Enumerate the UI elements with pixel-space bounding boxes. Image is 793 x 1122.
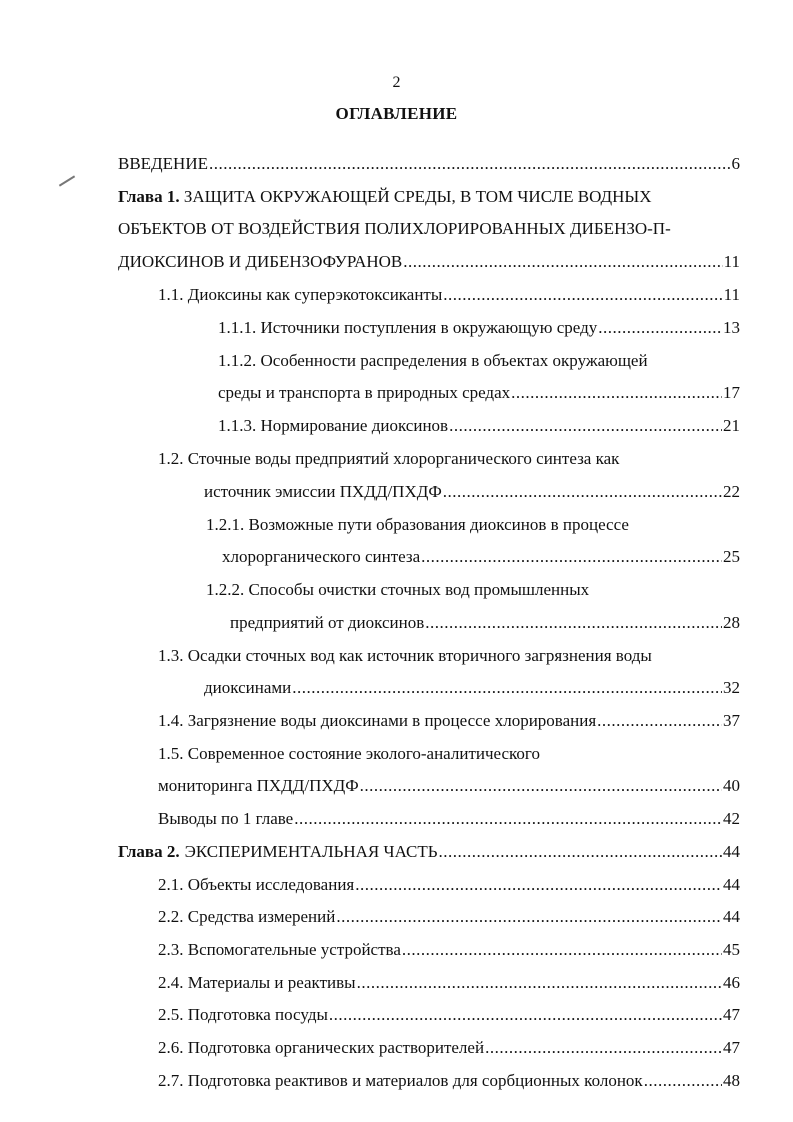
toc-entry-2-6[interactable]	[158, 1037, 740, 1059]
toc-entry-1-3-line1[interactable]: 1.3. Осадки сточных вод как источник вторичного загрязнения воды	[158, 646, 652, 665]
leader-dots	[443, 481, 722, 503]
toc-entry-1-2-2-line2[interactable]	[230, 612, 740, 634]
page-number: 2	[392, 74, 401, 91]
toc-entry-page: 44	[723, 907, 740, 926]
toc-entry-page: 40	[723, 776, 740, 795]
toc-entry-text: хлорорганического синтеза	[222, 547, 421, 566]
toc-entry-page: 22	[723, 482, 740, 501]
toc-entry-text: 2.6. Подготовка органических растворителей	[158, 1038, 485, 1057]
toc-entry-page: 42	[723, 809, 740, 828]
leader-dots	[292, 677, 722, 699]
toc-entry-page: 21	[723, 416, 740, 435]
toc-entry-1-1-3[interactable]	[218, 415, 740, 437]
toc-entry-page: 11	[723, 252, 740, 271]
toc-entry-2-7[interactable]	[158, 1070, 740, 1092]
toc-entry-2-4[interactable]	[158, 972, 740, 994]
leader-dots	[598, 317, 722, 339]
toc-entry-page: 32	[723, 678, 740, 697]
toc-entry-1-4[interactable]	[158, 710, 740, 732]
toc-entry-page: 44	[723, 842, 740, 861]
toc-entry-text: 1.1. Диоксины как суперэкотоксиканты	[158, 285, 443, 304]
leader-dots	[425, 612, 722, 634]
leader-dots	[443, 284, 722, 306]
toc-entry-1-2-1-line2[interactable]	[222, 546, 740, 568]
page-title: ОГЛАВЛЕНИЕ	[335, 104, 458, 123]
toc-entry-1-2-2-line1[interactable]: 1.2.2. Способы очистки сточных вод промышленных	[206, 580, 590, 599]
toc-entry-text: 2.7. Подготовка реактивов и материалов для сорбционных колонок	[158, 1071, 643, 1090]
toc-entry-text: среды и транспорта в природных средах	[218, 383, 511, 402]
toc-entry-text: ЗАЩИТА ОКРУЖАЮЩЕЙ СРЕДЫ, В ТОМ ЧИСЛЕ ВОДНЫХ	[183, 187, 652, 206]
leader-dots	[360, 775, 722, 797]
leader-dots	[402, 939, 722, 961]
toc-entry-2-3[interactable]	[158, 939, 740, 961]
toc-entry-page: 44	[723, 875, 740, 894]
toc-entry-text: источник эмиссии ПХДД/ПХДФ	[204, 482, 442, 501]
toc-entry-chapter-1-line3[interactable]	[118, 251, 740, 273]
toc-entry-page: 13	[723, 318, 740, 337]
leader-dots	[511, 382, 722, 404]
leader-dots	[597, 710, 722, 732]
toc-entry-1-5-line1[interactable]: 1.5. Современное состояние эколого-аналитического	[158, 744, 540, 763]
toc-entry-2-5[interactable]	[158, 1004, 740, 1026]
leader-dots	[485, 1037, 722, 1059]
toc-entry-1-2-line2[interactable]	[204, 481, 740, 503]
toc-entry-text: мониторинга ПХДД/ПХДФ	[158, 776, 359, 795]
toc-entry-1-1-1[interactable]	[218, 317, 740, 339]
toc-entry-1-3-line2[interactable]	[204, 677, 740, 699]
toc-entry-introduction[interactable]	[118, 153, 740, 175]
toc-entry-1-2-1-line1[interactable]: 1.2.1. Возможные пути образования диоксинов в процессе	[206, 515, 629, 534]
toc-entry-page: 45	[723, 940, 740, 959]
toc-entry-text: Выводы по 1 главе	[158, 809, 294, 828]
toc-entry-page: 48	[723, 1071, 740, 1090]
chapter-label: Глава 1.	[118, 187, 180, 206]
leader-dots	[357, 972, 722, 994]
toc-entry-text: предприятий от диоксинов	[230, 613, 425, 632]
leader-dots	[449, 415, 722, 437]
toc-entry-text: 2.1. Объекты исследования	[158, 875, 355, 894]
leader-dots	[403, 251, 722, 273]
leader-dots	[209, 153, 731, 175]
toc-entry-page: 11	[723, 285, 740, 304]
toc-entry-page: 47	[723, 1005, 740, 1024]
toc-entry-text: 1.1.3. Нормирование диоксинов	[218, 416, 449, 435]
toc-entry-text: диоксинами	[204, 678, 292, 697]
toc-entry-conclusions-1[interactable]	[158, 808, 740, 830]
chapter-label: Глава 2.	[118, 842, 180, 861]
toc-entry-2-1[interactable]	[158, 874, 740, 896]
toc-entry-1-1-2-line1[interactable]: 1.1.2. Особенности распределения в объектах окружающей	[218, 351, 648, 370]
toc-entry-page: 46	[723, 973, 740, 992]
leader-dots	[644, 1070, 722, 1092]
toc-entry-2-2[interactable]	[158, 906, 740, 928]
leader-dots	[329, 1004, 722, 1026]
toc-entry-text: ВВЕДЕНИЕ	[118, 154, 208, 173]
toc-entry-text: 2.3. Вспомогательные устройства	[158, 940, 401, 959]
toc-entry-text: 1.1.1. Источники поступления в окружающую среду	[218, 318, 598, 337]
toc-entry-1-1-2-line2[interactable]	[218, 382, 740, 404]
toc-entry-text: 2.5. Подготовка посуды	[158, 1005, 328, 1024]
toc-entry-chapter-1-line1[interactable]	[118, 186, 652, 208]
toc-entry-page: 6	[731, 154, 740, 173]
toc-entry-1-1[interactable]	[158, 284, 740, 306]
toc-entry-page: 25	[723, 547, 740, 566]
toc-entry-text: 2.2. Средства измерений	[158, 907, 336, 926]
toc-entry-text: ЭКСПЕРИМЕНТАЛЬНАЯ ЧАСТЬ	[184, 842, 438, 861]
leader-dots	[336, 906, 722, 928]
toc-entry-page: 47	[723, 1038, 740, 1057]
leader-dots	[438, 841, 722, 863]
toc-entry-chapter-1-line2: ОБЪЕКТОВ ОТ ВОЗДЕЙСТВИЯ ПОЛИХЛОРИРОВАННЫХ ДИБЕНЗО-П-	[118, 219, 671, 238]
toc-entry-page: 37	[723, 711, 740, 730]
toc-entry-text: ДИОКСИНОВ И ДИБЕНЗОФУРАНОВ	[118, 252, 403, 271]
toc-entry-1-2-line1[interactable]: 1.2. Сточные воды предприятий хлорорганического синтеза как	[158, 449, 620, 468]
pen-mark	[59, 175, 75, 186]
toc-entry-text: 2.4. Материалы и реактивы	[158, 973, 356, 992]
toc-entry-text: 1.4. Загрязнение воды диоксинами в процессе хлорирования	[158, 711, 597, 730]
toc-entry-page: 28	[723, 613, 740, 632]
leader-dots	[294, 808, 722, 830]
toc-entry-1-5-line2[interactable]	[158, 775, 740, 797]
leader-dots	[421, 546, 722, 568]
toc-entry-page: 17	[723, 383, 740, 402]
leader-dots	[355, 874, 722, 896]
toc-entry-chapter-2[interactable]	[118, 841, 740, 863]
